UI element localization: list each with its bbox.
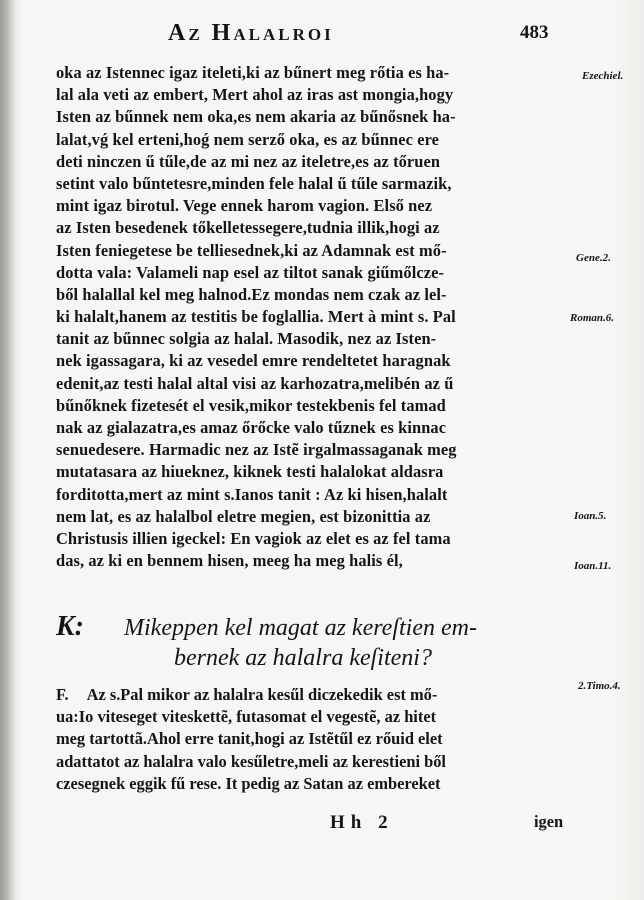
margin-note-ezechiel: Ezechiel.	[582, 70, 624, 82]
answer-block	[56, 684, 576, 795]
margin-note-romans: Roman.6.	[570, 312, 615, 324]
text-line: tanit az bűnnec solgia az halal. Masodik, nez az Isten-	[56, 329, 437, 349]
question-line	[56, 612, 576, 643]
text-line: Isten feniegetese be telliesednek,ki az Adamnak est mő-	[56, 240, 447, 260]
question-marker: K:	[56, 611, 84, 642]
text-line: nem lat, es az halalbol eletre megien, est bizonittia az	[56, 506, 431, 526]
margin-note-genesis: Gene.2.	[576, 252, 611, 264]
text-line: mint igaz birotul. Vege ennek harom vagion. Első nez	[56, 196, 433, 216]
margin-note-john-5: Ioan.5.	[574, 510, 607, 522]
text-line: setint valo bűntetesre,minden fele halal ű tűle sarmazik,	[56, 173, 452, 193]
text-line: deti ninczen ű tűle,de az mi nez az iteletre,es az tőruen	[56, 151, 441, 171]
text-line: mutatasara az hiueknez, kiknek testi halalokat aldasra	[56, 462, 444, 482]
text-line: lal ala veti az embert, Mert ahol az iras ast mongia,hogy	[56, 85, 454, 105]
text-line: nak az gialazatra,es amaz őrőcke valo tűznek es kinnac	[56, 418, 447, 437]
gutter-shadow	[0, 0, 16, 900]
text-line: ből halallal kel meg halnod.Ez mondas nem czak az lel-	[56, 284, 447, 304]
running-head: Az Halalroi	[168, 20, 334, 46]
main-text-block	[56, 62, 576, 572]
catchword: igen	[534, 812, 564, 831]
question-heading	[56, 612, 576, 673]
answer-marker: F.	[56, 685, 69, 704]
text-line: lalat,vǵ kel erteni,hoǵ nem serző oka, es az bűnnec ere	[56, 129, 440, 149]
answer-line: ua:Io viteseget viteskettẽ, futasomat el vegestẽ, az hitet	[56, 707, 437, 727]
text-line: dotta vala: Valameli nap esel az tiltot sanak giűmőlcze-	[56, 262, 445, 282]
question-text: bernek az halalra keſiteni?	[174, 645, 432, 671]
question-line	[56, 643, 576, 673]
text-line: ki halalt,hanem az testitis be foglallia. Mert à mint s. Pal	[56, 307, 456, 327]
text-line: bűnőknek fizetesét el vesik,mikor testekbenis fel tamad	[56, 395, 446, 415]
text-line: Christusis illien igeckel: En vagiok az elet es az fel tama	[56, 528, 451, 548]
page-number: 483	[520, 22, 549, 43]
text-line: forditotta,mert az mint s.Ianos tanit : Az ki hisen,halalt	[56, 484, 448, 504]
answer-line	[56, 684, 576, 706]
answer-line: czesegnek eggik fű rese. It pedig az Satan az embereket	[56, 773, 441, 793]
text-line: senuedesere. Harmadic nez az Istẽ irgalmassaganak meg	[56, 440, 457, 460]
text-line: edenit,az testi halal altal visi az karhozatra,melibén az ű	[56, 373, 454, 393]
signature-mark: Hh 2	[330, 812, 394, 833]
page-header	[0, 14, 644, 54]
margin-note-timothy: 2.Timo.4.	[578, 680, 621, 692]
margin-note-john-11: Ioan.11.	[574, 560, 612, 572]
text-line: oka az Istennec igaz iteleti,ki az bűnert meg rőtia es ha-	[56, 63, 450, 82]
answer-text: Az s.Pal mikor az halalra kesűl diczekedik est mő-	[86, 685, 438, 704]
text-line: Isten az bűnnek nem oka,es nem akaria az bűnősnek ha-	[56, 107, 456, 127]
text-line: nek igassagara, ki az vesedel emre rendeltetet haragnak	[56, 351, 451, 371]
question-text: Mikeppen kel magat az kereſtien em-	[124, 615, 477, 641]
text-line: das, az ki en bennem hisen, meeg ha meg halis él,	[56, 551, 403, 571]
answer-line: meg tartottã.Ahol erre tanit,hogi az Istẽtűl ez rőuid elet	[56, 729, 443, 749]
answer-line: adattatot az halalra valo kesűletre,meli az kerestieni ből	[56, 751, 446, 771]
text-line: az Isten besedenek tőkelletessegere,tudnia illik,hogi az	[56, 218, 440, 238]
